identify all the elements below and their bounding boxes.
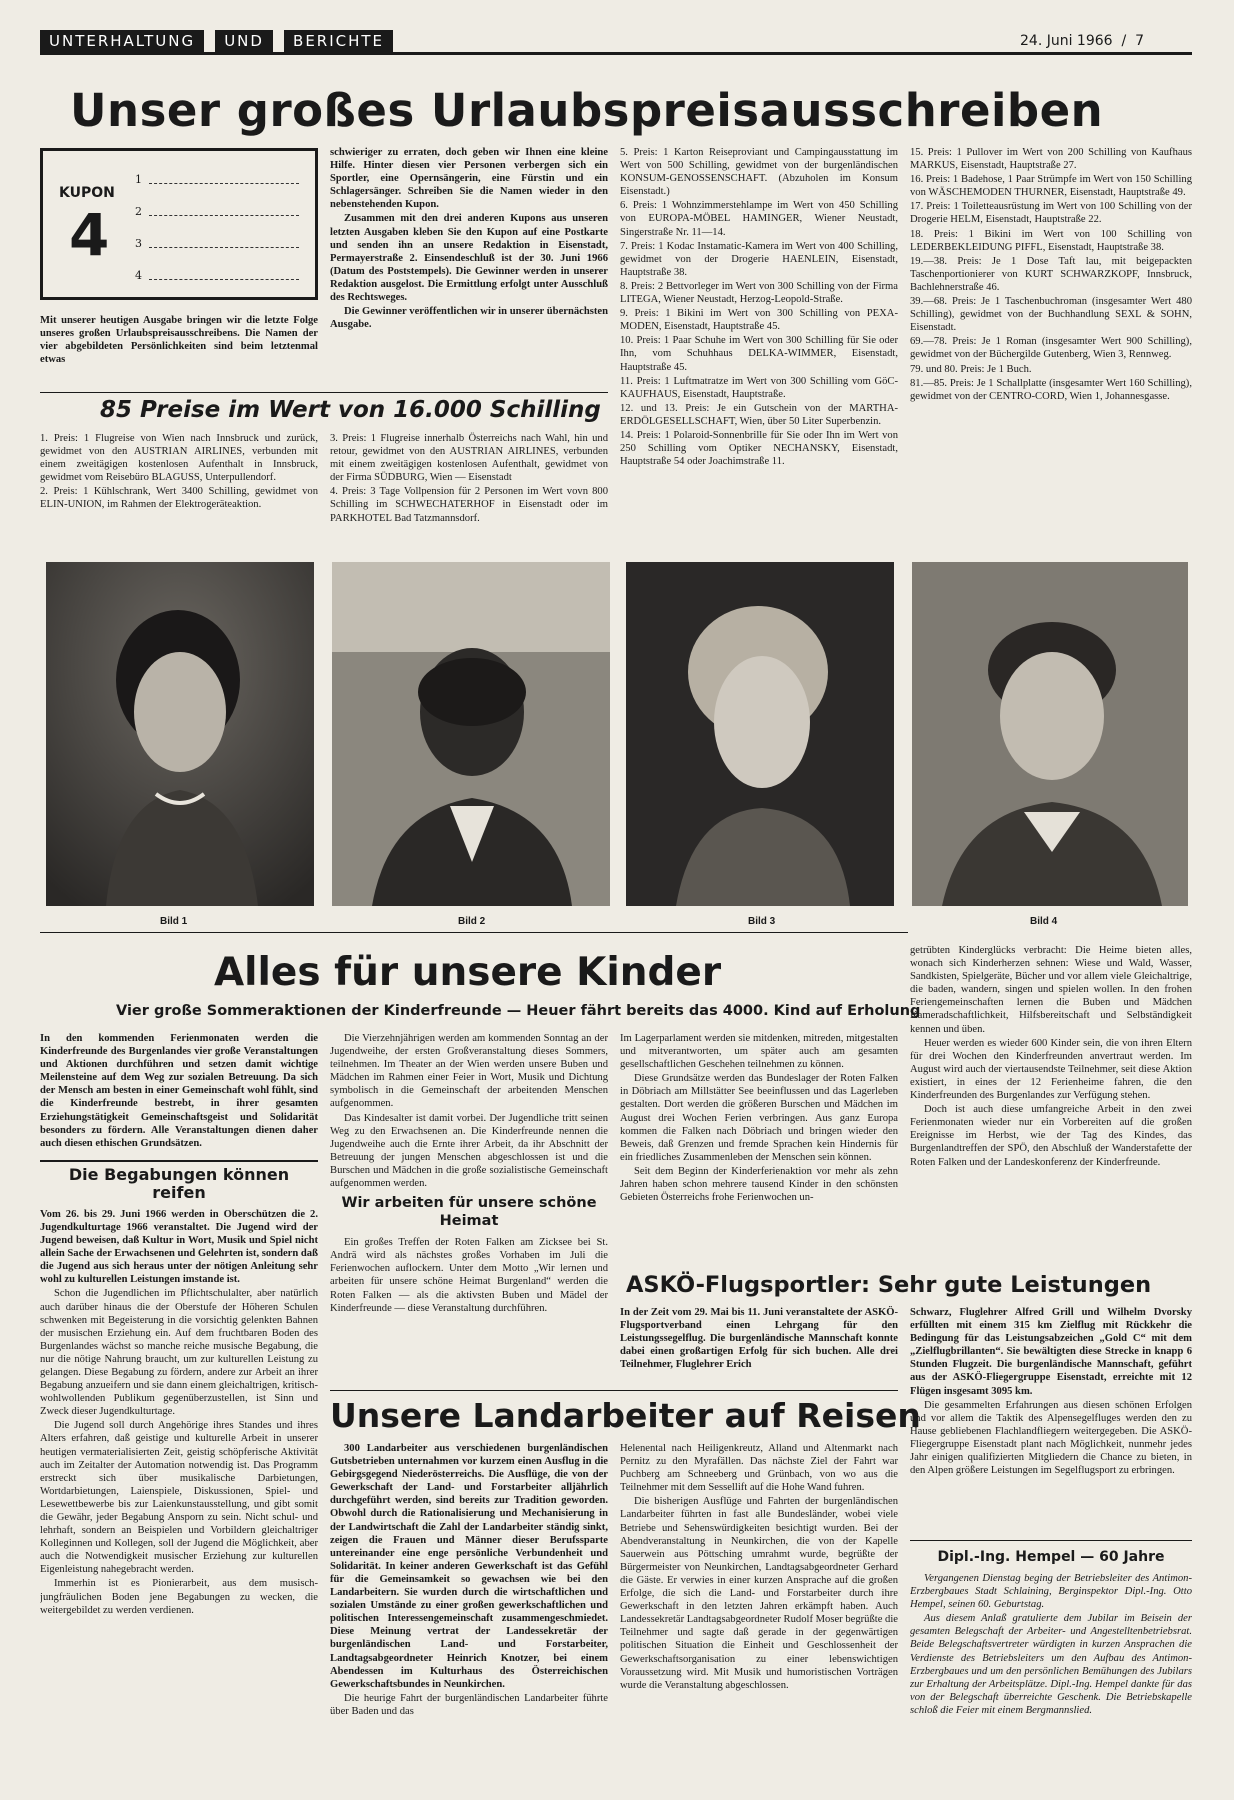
divider: [40, 392, 608, 393]
portrait-photo-3: [626, 562, 894, 906]
hempel-box: Dipl.-Ing. Hempel — 60 Jahre Vergangenen Dienstag beging der Betriebsleiter des Antimon-Erzbergbaues Stadt Schlaining, Berginspektor Dipl.-Ing. Otto Hempel, seinen 60. Geburtstag. Aus diesem Anlaß gratulierte dem Jubilar im Beisein der gesamten Belegschaft der Arbeiter- und Angestelltenbetriebsrat. Beide Belegschaftsvertreter würdigten in kurzen Ansprachen die Verdienste des Betriebsleiters um den Aufbau des Antimon-Erzbergbaues und um den persönlichen Bemühungen des Jubilars zur Erhaltung der Arbeitsplätze. Dipl.-Ing. Hempel dankte für das von der Belegschaft überreichte Geschenk. Die Betriebskapelle schloß die Feier mit einem Bergmannslied.: [910, 1549, 1192, 1716]
kinder-subtitle: Vier große Sommeraktionen der Kinderfreunde — Heuer fährt bereits das 4000. Kind auf Erholung: [116, 1003, 921, 1019]
asko-column: Schwarz, Fluglehrer Alfred Grill und Wilhelm Dvorsky erfüllten mit einem 315 km Zielflug mit Rückkehr die Bedingung für das Leistungsabzeichen „Gold C“ mit dem „Zielflugbrillanten“. Sie bewältigten diese Strecke in knapp 6 Stunden Flugzeit. Die burgenländische Mannschaft, geführt aus der ASKÖ-Fliegergruppe Eisenstadt, erreichte mit 12 Flügen insgesamt 3095 km. Die gesammelten Erfahrungen aus diesen schönen Erfolgen und vor allem die Taktik des Alpensegelfluges werden den zu Hause gebliebenen Flachlandfliegern weitergegeben. Die ASKÖ-Fliegergruppe Eisenstadt plant nach Möglichkeit, nunmehr jedes Jahr einigen qualifizierten Mitgliedern die Chance zu bieten, in den Alpen größere Leistungen im Segelflugsport zu erbringen.: [910, 1307, 1192, 1477]
prize-list-c: 5. Preis: 1 Karton Reiseproviant und Campingausstattung im Wert von 500 Schilling, gewidmet von der burgenländischen KONSUM-GENOSSENSCHAFT. (Abzuholen im Konsum Eisenstadt.) 6. Preis: 1 Wohnzimmerstehlampe im Wert von 450 Schilling von EUROPA-MÖBEL HAMINGER, Wiener Neustadt, Singerstraße Nr. 11—14. 7. Preis: 1 Kodac Instamatic-Kamera im Wert von 400 Schilling, gewidmet von der Drogerie HAENLEIN, Eisenstadt, Hauptstraße 38. 8. Preis: 2 Bettvorleger im Wert von 300 Schilling von der Firma LITEGA, Wiener Neustadt, Herzog-Leopold-Straße. 9. Preis: 1 Bikini im Wert von 300 Schilling von PEXA-MODEN, Eisenstadt, Hauptstraße 45. 10. Preis: 1 Paar Schuhe im Wert von 300 Schilling für Sie oder Ihn, vom Schuhhaus DELKA-WIMMER, Eisenstadt, Hauptstraße 45. 11. Preis: 1 Luftmatratze im Wert von 300 Schilling vom GöC-KAUFHAUS, Eisenstadt, Hauptstraße. 12. und 13. Preis: Je ein Gutschein von der MARTHA-ERDÖLGESELLSCHAFT, Wien, über 50 Liter Superbenzin. 14. Preis: 1 Polaroid-Sonnenbrille für Sie oder Ihn im Wert von 250 Schilling vom Optiker NECHANSKY, Eisenstadt, Hauptstraße 54 oder Joachimstraße 11.: [620, 147, 898, 468]
land-headline: Unsere Landarbeiter auf Reisen: [330, 1396, 921, 1435]
section-header: [40, 30, 393, 52]
photo-caption: Bild 2: [458, 916, 486, 927]
portrait-photo-1: [46, 562, 314, 906]
intro-text: Mit unserer heutigen Ausgabe bringen wir die letzte Folge unseres großen Urlaubspreisausschreibens. Die Namen der vier abgebildeten Persönlichkeiten sind beim letztenmal etwas: [40, 315, 318, 366]
divider: [910, 1540, 1192, 1541]
heimat-heading: Wir arbeiten für unsere schöne Heimat: [341, 1195, 597, 1230]
kinder-column-4: getrübten Kinderglücks verbracht: Die Heime bieten alles, wonach sich Kinderherzen sehnen: Wiese und Wald, Wasser, Sandkisten, Spielgeräte, Bücher und vor allem viele Gleichaltrige, die baden, wandern, singen und spielen wollen. In den frohen Feriengemeinschaften lernen die Buben und Mädchen Kameradschaftlichkeit, Hilfsbereitschaft und Selbständigkeit kennen und üben. Heuer werden es wieder 600 Kinder sein, die von ihren Eltern für drei Wochen den Kinderfreunden anvertraut werden. Im August wird auch der viertausendste Teilnehmer, seit diese Aktion existiert, in eines der 12 Ferienheime fahren, die den Kinderfreunden des Burgenlandes zur Verfügung stehen. Doch ist auch diese umfangreiche Arbeit in den zwei Ferienmonaten wieder nur ein Vorbereiten auf die großen Ereignisse im Herbst, wie der Tag des Kindes, das Burgenlandtreffen der SPÖ, den Abschluß der Wanderstafette der Roten Falken und der Landeskonferenz der Kinderfreunde.: [910, 945, 1192, 1168]
divider: [40, 52, 1192, 55]
kinder-column-3: Im Lagerparlament werden sie mitdenken, mitreden, mitgestalten und mitverantworten, um später auch am gesamten gesellschaftlichen Geschehen teilnehmen zu können. Diese Grundsätze werden das Bundeslager der Roten Falken in Döbriach am Millstätter See beeinflussen und das Lagerleben gestalten. Dort werden die größeren Burschen und Mädchen im August drei Wochen Ferien verbringen. Aus ganz Europa kommen die Falken nach Döbriach und bringen wieder den Beweis, daß Grenzen und fremde Sprachen kein Hindernis für ein friedliches Zusammenleben der Menschen sein können. Seit dem Beginn der Kinderferienaktion vor mehr als zehn Jahren haben schon mehrere tausend Kinder in den schönsten Gebieten Österreichs frohe Ferienwochen un-: [620, 1033, 898, 1204]
divider: [330, 1390, 898, 1391]
coupon-label: KUPON: [59, 185, 115, 201]
asko-lead: In der Zeit vom 29. Mai bis 11. Juni veranstaltete der ASKÖ-Flugsportverband einen Lehrgang für den Leistungssegelflug. Die burgenländische Mannschaft konnte dabei einen großartigen Erfolg für sich buchen. Alle drei Teilnehmer, Fluglehrer Erich: [620, 1307, 898, 1371]
hempel-heading: Dipl.-Ing. Hempel — 60 Jahre: [937, 1549, 1165, 1565]
photo-caption: Bild 4: [1030, 916, 1058, 927]
prize-list-a: 1. Preis: 1 Flugreise von Wien nach Innsbruck und zurück, gewidmet von den AUSTRIAN AIRLINES, verbunden mit einem zweitägigen kostenlosen Aufenthalt in Innsbruck, gewidmet vom Reisebüro BLAGUSS, Unterpullendorf. 2. Preis: 1 Kühlschrank, Wert 3400 Schilling, gewidmet von ELIN-UNION, im Rahmen der Elektrogeräteaktion.: [40, 433, 318, 511]
page-date: 24. Juni 1966 / 7: [1020, 33, 1145, 49]
rules-column: schwieriger zu erraten, doch geben wir Ihnen eine kleine Hilfe. Hinter diesen vier Personen verbergen sich ein Sportler, eine Opernsängerin, eine Fürstin und ein Schlagersänger. Schreiben Sie die Namen wieder in den nebenstehenden Kupon. Zusammen mit den drei anderen Kupons aus unseren letzten Ausgaben kleben Sie den Kupon auf eine Postkarte und senden ihn an unsere Redaktion in Eisenstadt, Permayerstraße 2. Einsendeschluß ist der 30. Juni 1966 (Datum des Poststempels). Die Gewinner werden in unserer Redaktion ausgelost. Die Ermittlung erfolgt unter Ausschluß des Rechtsweges. Die Gewinner veröffentlichen wir in unserer übernächsten Ausgabe.: [330, 147, 608, 331]
section-tag: UND: [215, 30, 273, 52]
coupon-line: 4: [135, 269, 142, 282]
coupon-box: [40, 148, 318, 300]
asko-headline: ASKÖ-Flugsportler: Sehr gute Leistungen: [626, 1272, 1152, 1298]
date-text: 24. Juni 1966: [1020, 33, 1113, 49]
land-column-2: Helenental nach Heiligenkreutz, Alland und Altenmarkt nach Pernitz zu den Myrafällen. Das nächste Ziel der Fahrt war Puchberg am Schneeberg und Grünbach, von wo aus die Teilnehmer mit dem Sessellift auf die Hohe Wand fuhren. Die bisherigen Ausflüge und Fahrten der burgenländischen Landarbeiter führten in fast alle Bundesländer, wobei viele Betriebe und Sehenswürdigkeiten besichtigt wurden. Bei der Abendveranstaltung in Neunkirchen, die von der Kapelle Sauerwein aus Pöttsching umrahmt wurde, begrüßte der Bürgermeister von Neunkirchen, Landtagsabgeordneter Gerhard die Gäste. Er verwies in einer kurzen Ansprache auf die großen Erfolge, die sich die Land- und Forstarbeiter durch ihre Gewerkschaft in den letzten Jahren erkämpft haben. Auch Landessekretär Landtagsabgeordneter Rudolf Moser begrüßte die Teilnehmer und sagte daß gerade in der gegenwärtigen politischen Situation die Einheit und Geschlossenheit der Gewerkschaftsorganisation zu einer lebenswichtigen Voraussetzung wird. Mit Musik und humoristischen Vorträgen wurde die Veranstaltung abgeschlossen.: [620, 1443, 898, 1691]
page-title: Unser großes Urlaubspreisausschreiben: [70, 84, 1104, 137]
section-tag: BERICHTE: [284, 30, 393, 52]
photo-caption: Bild 3: [748, 916, 776, 927]
kinder-headline: Alles für unsere Kinder: [214, 950, 722, 995]
kinder-column-2: Die Vierzehnjährigen werden am kommenden Sonntag an der Jugendweihe, der ersten Großveranstaltung dieses Sommers, teilnehmen. Im Theater an der Wien werden unsere Buben und Mädchen im Rahmen einer Feier in Wort, Musik und Dichtung symbolisch in die Gemeinschaft der arbeitenden Menschen aufgenommen. Das Kindesalter ist damit vorbei. Der Jugendliche tritt seinen Weg zu den Erwachsenen an. Die Kinderfreunde nennen die Jugendweihe auch die Ernte ihrer Arbeit, da ihr Abschnitt der Betreuung der jungen Menschen abgeschlossen ist und die Burschen und Mädchen in die große sozialistische Gemeinschaft aufgenommen werden. Wir arbeiten für unsere schöne Heimat Ein großes Treffen der Roten Falken am Zicksee bei St. Andrä wird als nächstes großes Vorhaben im Juli die Ferienwochen auflockern. Unter dem Motto „Wir lernen und arbeiten für unsere schöne Heimat Burgenland“ werden die Roten Falken — als die aktivsten Buben und Mädel der Kinderfreunde — diese Veranstaltung durchführen.: [330, 1033, 608, 1314]
coupon-line: 1: [135, 173, 142, 186]
page-number: 7: [1135, 33, 1145, 49]
section-tag: UNTERHALTUNG: [40, 30, 204, 52]
portrait-photo-2: [332, 562, 610, 906]
prizes-heading: 85 Preise im Wert von 16.000 Schilling: [100, 397, 601, 423]
kinder-column-1: In den kommenden Ferienmonaten werden die Kinderfreunde des Burgenlandes vier große Veranstaltungen und Aktionen durchführen und setzen damit wichtige Meilensteine auf dem Weg zur sozialen Betreuung. Da sich der Mensch am besten in einer Gemeinschaft wohl fühlt, sind die Kinderfreunde bestrebt, in ihrer gesamten Erziehungstätigkeit Gemeinschaftsgeist und Solidarität besonders zu fördern. Alle Veranstaltungen dienen daher auch diesen ethischen Grundsätzen. Die Begabungen können reifen Vom 26. bis 29. Juni 1966 werden in Oberschützen die 2. Jugendkulturtage 1966 veranstaltet. Die Jugend wird der Jugend beweisen, daß Kultur in Wort, Musik und Spiel nicht allein Sache der Erwachsenen und Gelehrten ist, sondern daß die Jugend aus sich heraus unter der nötigen Anleitung sehr wohl zu kulturellen Leistungen imstande ist. Schon die Jugendlichen im Pflichtschulalter, aber natürlich auch darüber hinaus die der Oberstufe der Höheren Schulen schwenken mit Begeisterung in die vorsichtig gelenkten Bahnen der musischen Erziehung ein. Auf dem fruchtbaren Boden des Burgenlandes wächst so manche reiche musische Begabung, die nur die nötige Nahrung braucht, um zur kulturellen Leistung zu gelangen. Diese Begabung zu fördern, andere zur Arbeit an ihrer Begabung anzueifern und sie dann einem gleichaltrigen, kritisch-wohlwollenden Publikum gegenüberzustellen, ist Sinn und Zweck dieser Jugendkulturtage. Die Jugend soll durch Angehörige ihres Standes und ihres Alters erfahren, daß geistige und kulturelle Arbeit in unserer heutigen vermaterialisierten Zeit, geistig schöpferische Aktivität auch im Zeitalter der Automation notwendig ist. Das Programm erstreckt sich über musikalische Darbietungen, Wortdarbietungen, Laienspiele, Diskussionen, Spiel- und Lesewettbewerbe bis zur Laienkunstausstellung, und gibt somit die Gewähr, jeder Begabung Ansporn zu sein. Nicht schul- und lehrhaft, sondern an Beispielen und Vorbildern gleichaltriger Kolleginnen und Kollegen, soll der Jugend die Möglichkeit, aber auch die Notwendigkeit musischer Erziehung zur kulturellen Eigenleistung nahegebracht werden. Immerhin ist es Pionierarbeit, aus dem musisch-jungfräulichen Boden jene Begabungen zu wecken, die weitergebildet zu werden verdienen.: [40, 1033, 318, 1616]
coupon-line: 3: [135, 237, 142, 250]
photo-caption: Bild 1: [160, 916, 188, 927]
coupon-line: 2: [135, 205, 142, 218]
coupon-number: 4: [69, 201, 110, 269]
begabungen-heading: Die Begabungen können reifen: [68, 1164, 290, 1202]
divider: [40, 932, 908, 933]
prize-list-b: 3. Preis: 1 Flugreise innerhalb Österreichs nach Wahl, hin und retour, gewidmet von den AUSTRIAN AIRLINES, verbunden mit einem zweitägigen kostenlosen Aufenthalt, gewidmet von der Firma SÜDBURG, Wien — Eisenstadt 4. Preis: 3 Tage Vollpension für 2 Personen im Wert vovn 800 Schilling im SCHWECHATERHOF in Eisenstadt oder im PARKHOTEL Bad Tatzmannsdorf.: [330, 433, 608, 524]
portrait-photo-4: [912, 562, 1188, 906]
land-column-1: 300 Landarbeiter aus verschiedenen burgenländischen Gutsbetrieben unternahmen vor kurzem einen Ausflug in die Gebirgsgegend Niederösterreichs. Die Ausflüge, die von der Gewerkschaft der Land- und Forstarbeiter alljährlich durchgeführt werden, sind bereits zur Tradition geworden. Obwohl durch die Rationalisierung und Mechanisierung in der Landwirtschaft die Zahl der Landarbeiter ständig sinkt, zeigen die Frauen und Männer dieser Berufssparte untereinander eine enge persönliche Verbundenheit und Solidarität. In keiner anderen Gewerkschaft ist das Gefühl für die Gemeinsamkeit so gewachsen wie bei den Landarbeitern. Sie wurden durch die wirtschaftlichen und sozialen Umstände zu einer großen gewerkschaftlichen und politischen Interessengemeinschaft zusammengeschmiedet. Diese Meinung vertrat der Landessekretär der burgenländischen Land- und Forstarbeiter, Landtagsabgeordneter Heinrich Knotzer, bei einem Abendessen im Kulturhaus des Österreichischen Gewerkschaftsbundes in Neunkirchen. Die heurige Fahrt der burgenländischen Landarbeiter führte über Baden und das: [330, 1443, 608, 1717]
prize-list-d: 15. Preis: 1 Pullover im Wert von 200 Schilling von Kaufhaus MARKUS, Eisenstadt, Hauptstraße 27. 16. Preis: 1 Badehose, 1 Paar Strümpfe im Wert von 150 Schilling von WÄSCHEMODEN THURNER, Eisenstadt, Hauptstraße 49. 17. Preis: 1 Toiletteausrüstung im Wert von 100 Schilling von der Drogerie HELM, Eisenstadt, Hauptstraße 22. 18. Preis: 1 Bikini im Wert von 100 Schilling von LEDERBEKLEIDUNG PIFFL, Eisenstadt, Hauptstraße 38. 19.—38. Preis: Je 1 Dose Taft lau, mit beigepackten Taschenportionierer von KURT SCHWARZKOPF, Innsbruck, Bachlehnerstraße 46. 39.—68. Preis: Je 1 Taschenbuchroman (insgesamter Wert 480 Schilling), gewidmet von der Buchhandlung SEXL & SOHN, Eisenstadt. 69.—78. Preis: Je 1 Roman (insgesamter Wert 900 Schilling), gewidmet von der Büchergilde Gutenberg, Wien 3, Rennweg. 79. und 80. Preis: Je 1 Buch. 81.—85. Preis: Je 1 Schallplatte (insgesamter Wert 160 Schilling), gewidmet von der CENTRO-CORD, Wien 1, Johannesgasse.: [910, 147, 1192, 402]
